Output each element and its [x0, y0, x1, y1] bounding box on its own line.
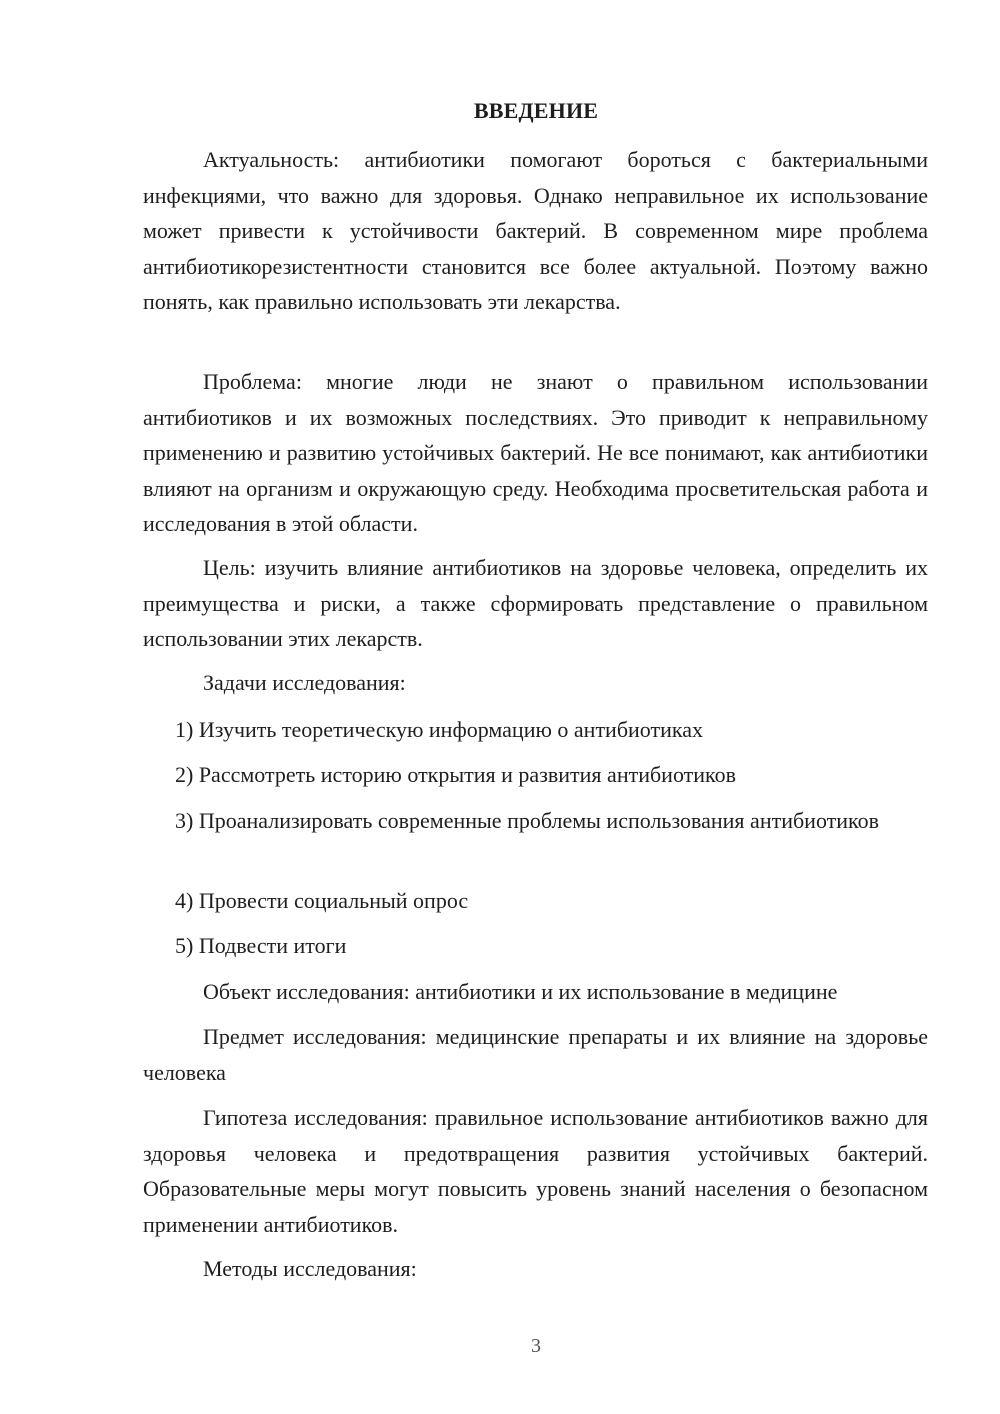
task-item: 3) Проанализировать современные проблемы использования антибиотиков	[175, 808, 879, 833]
relevance-paragraph: Актуальность: антибиотики помогают бороться с бактериальными инфекциями, что важно для здоровья. Однако неправильное их использование может привести к устойчивости бактерий. В современном мире проблема антибиотикорезистентности становится все более актуальной. Поэтому важно понять, как правильно использовать эти лекарства.	[143, 147, 928, 314]
tasks-heading: Задачи исследования:	[203, 670, 406, 695]
task-item: 2) Рассмотреть историю открытия и развития антибиотиков	[175, 762, 736, 787]
task-item: 5) Подвести итоги	[175, 933, 347, 958]
object-paragraph: Объект исследования: антибиотики и их использование в медицине	[203, 979, 838, 1004]
problem-paragraph: Проблема: многие люди не знают о правильном использовании антибиотиков и их возможных последствиях. Это приводит к неправильному применению и развитию устойчивых бактерий. Не все понимают, как антибиотики влияют на организм и окружающую среду. Необходима просветительская работа и исследования в этой области.	[143, 369, 928, 536]
task-item: 1) Изучить теоретическую информацию о антибиотиках	[175, 717, 704, 742]
page-title: ВВЕДЕНИЕ	[473, 98, 599, 123]
hypothesis-paragraph: Гипотеза исследования: правильное использование антибиотиков важно для здоровья человека и предотвращения развития устойчивых бактерий. Образовательные меры могут повысить уровень знаний населения о безопасном применении антибиотиков.	[143, 1105, 928, 1237]
goal-paragraph: Цель: изучить влияние антибиотиков на здоровье человека, определить их преимущества и риски, а также сформировать представление о правильном использовании этих лекарств.	[143, 555, 928, 651]
page-number: 3	[531, 1335, 541, 1357]
methods-heading: Методы исследования:	[203, 1256, 417, 1281]
task-item: 4) Провести социальный опрос	[175, 888, 469, 913]
subject-paragraph: Предмет исследования: медицинские препараты и их влияние на здоровье человека	[143, 1024, 928, 1085]
